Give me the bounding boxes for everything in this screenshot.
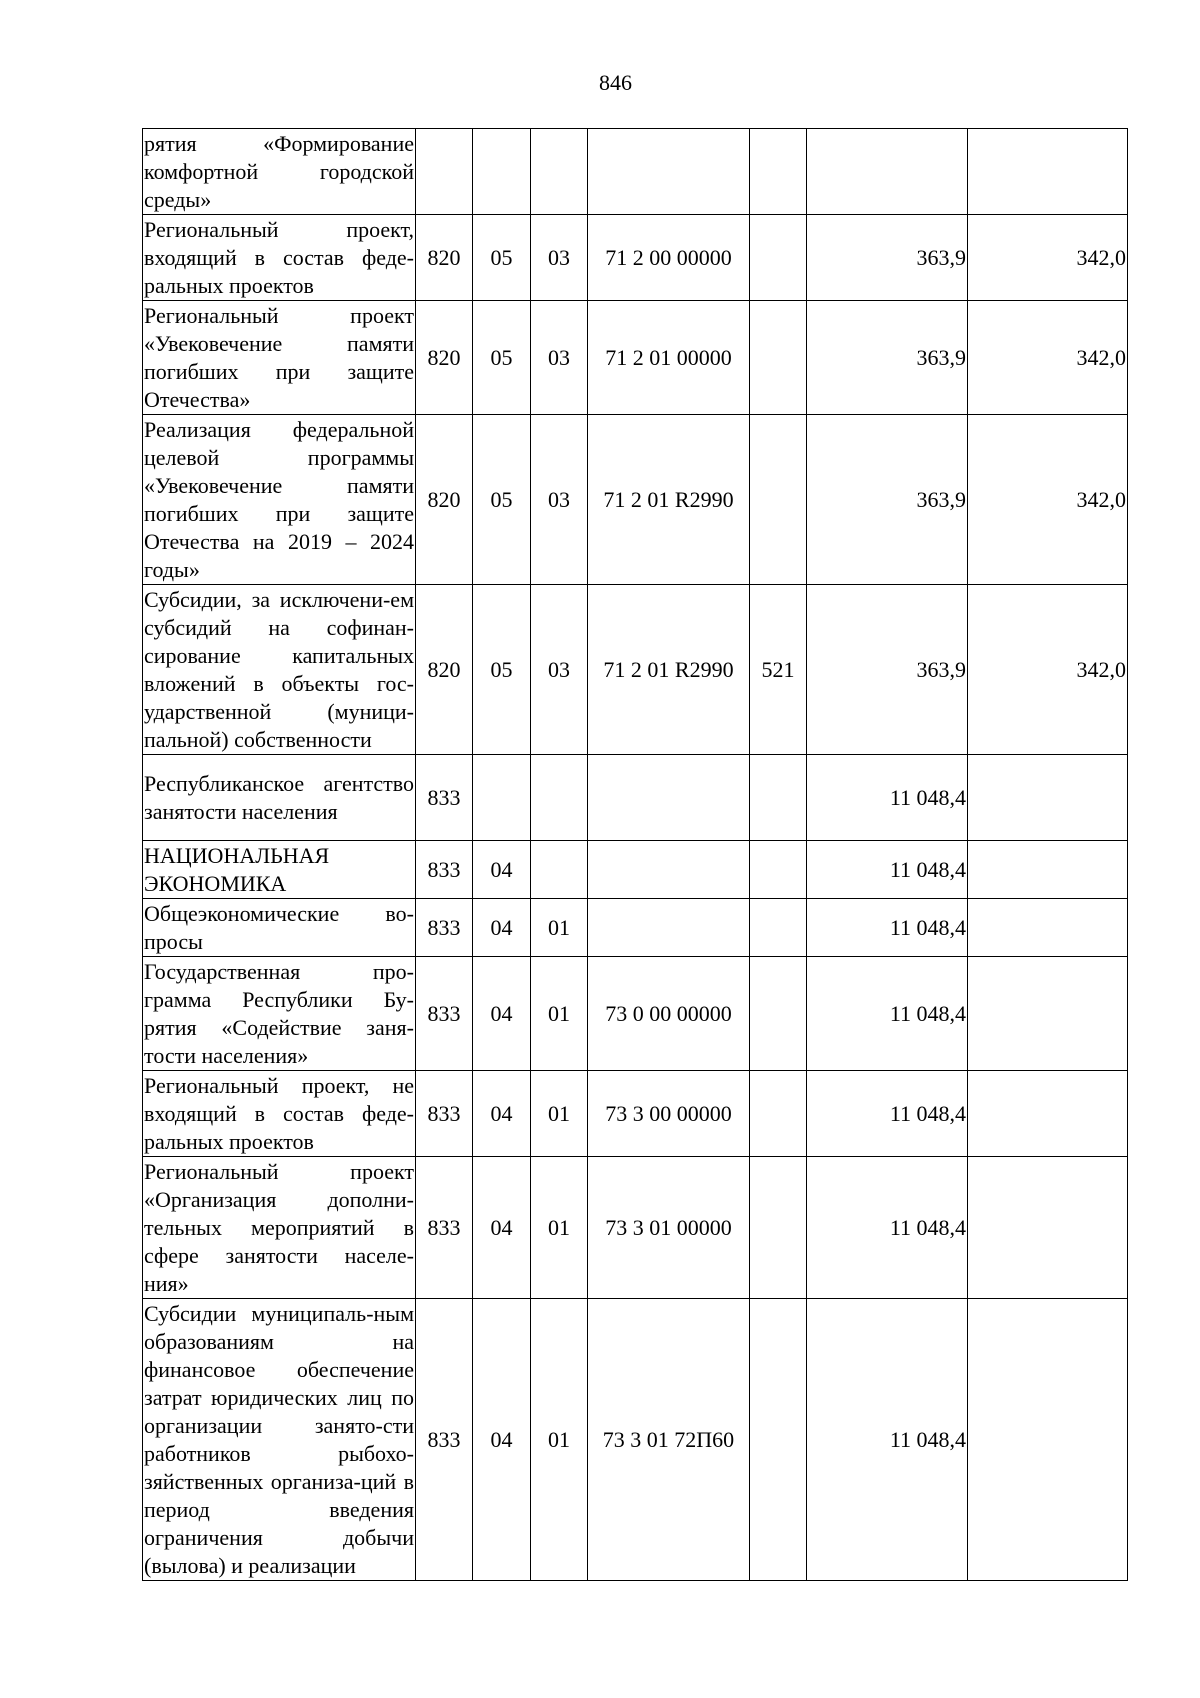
- expense-type-code: [750, 1157, 807, 1299]
- target-article-code: 73 0 00 00000: [588, 957, 750, 1071]
- table-row: [143, 1299, 1128, 1581]
- expense-type-code: [750, 415, 807, 585]
- target-article-code: [588, 755, 750, 841]
- subsection-code: 03: [531, 585, 588, 755]
- row-name: Региональный проект «Организация дополни-тельных мероприятий в сфере занятости населе-ния»: [143, 1157, 416, 1299]
- amount-1: 11 048,4: [807, 1157, 968, 1299]
- table-row: [143, 585, 1128, 755]
- subsection-code: 01: [531, 1157, 588, 1299]
- expense-type-code: [750, 215, 807, 301]
- table-row: [143, 129, 1128, 215]
- section-code: 04: [473, 1071, 531, 1157]
- expense-type-code: [750, 301, 807, 415]
- subsection-code: 01: [531, 957, 588, 1071]
- section-code: 04: [473, 899, 531, 957]
- amount-1: 11 048,4: [807, 899, 968, 957]
- amount-1: 363,9: [807, 215, 968, 301]
- row-name: НАЦИОНАЛЬНАЯ ЭКОНОМИКА: [143, 841, 416, 899]
- table-row: [143, 1157, 1128, 1299]
- expense-type-code: [750, 1071, 807, 1157]
- target-article-code: 73 3 01 72П60: [588, 1299, 750, 1581]
- ved-code: 833: [416, 1299, 473, 1581]
- amount-1: 11 048,4: [807, 841, 968, 899]
- amount-1: 363,9: [807, 585, 968, 755]
- amount-2: [968, 129, 1128, 215]
- amount-2: [968, 1299, 1128, 1581]
- table-row: [143, 899, 1128, 957]
- target-article-code: [588, 899, 750, 957]
- section-code: [473, 129, 531, 215]
- row-name: Региональный проект, входящий в состав феде-ральных проектов: [143, 215, 416, 301]
- amount-2: 342,0: [968, 585, 1128, 755]
- amount-1: [807, 129, 968, 215]
- section-code: 05: [473, 215, 531, 301]
- table-row: [143, 415, 1128, 585]
- ved-code: 833: [416, 957, 473, 1071]
- row-name: Региональный проект «Увековечение памяти погибших при защите Отечества»: [143, 301, 416, 415]
- section-code: 05: [473, 585, 531, 755]
- amount-2: 342,0: [968, 301, 1128, 415]
- section-code: 05: [473, 415, 531, 585]
- section-code: 04: [473, 1299, 531, 1581]
- target-article-code: 73 3 00 00000: [588, 1071, 750, 1157]
- expense-type-code: [750, 755, 807, 841]
- subsection-code: [531, 755, 588, 841]
- table-row: [143, 215, 1128, 301]
- ved-code: 833: [416, 1071, 473, 1157]
- page-number: 846: [599, 70, 632, 95]
- expense-type-code: [750, 1299, 807, 1581]
- row-name: Субсидии муниципаль-ным образованиям на финансовое обеспечение затрат юридических лиц по организации занято-сти работников рыбохо-зяйственных организа-ций в период введения ограничения добычи (вылова) и реализации: [143, 1299, 416, 1581]
- expense-type-code: 521: [750, 585, 807, 755]
- target-article-code: 71 2 01 R2990: [588, 585, 750, 755]
- row-name: Государственная про-грамма Республики Бу-рятия «Содействие заня-тости населения»: [143, 957, 416, 1071]
- table-row: [143, 841, 1128, 899]
- amount-2: [968, 755, 1128, 841]
- expense-type-code: [750, 129, 807, 215]
- subsection-code: 01: [531, 1071, 588, 1157]
- target-article-code: 71 2 01 R2990: [588, 415, 750, 585]
- amount-1: 11 048,4: [807, 1071, 968, 1157]
- section-code: 04: [473, 957, 531, 1071]
- table-row: [143, 1071, 1128, 1157]
- row-name: рятия «Формирование комфортной городской среды»: [143, 129, 416, 215]
- subsection-code: 01: [531, 899, 588, 957]
- table-row: [143, 301, 1128, 415]
- subsection-code: 03: [531, 215, 588, 301]
- ved-code: 820: [416, 301, 473, 415]
- ved-code: 833: [416, 755, 473, 841]
- expense-type-code: [750, 841, 807, 899]
- amount-1: 11 048,4: [807, 1299, 968, 1581]
- amount-2: [968, 1071, 1128, 1157]
- subsection-code: 03: [531, 415, 588, 585]
- ved-code: 820: [416, 215, 473, 301]
- ved-code: 833: [416, 1157, 473, 1299]
- ved-code: [416, 129, 473, 215]
- amount-1: 11 048,4: [807, 957, 968, 1071]
- section-code: [473, 755, 531, 841]
- section-code: 04: [473, 1157, 531, 1299]
- subsection-code: 01: [531, 1299, 588, 1581]
- target-article-code: 73 3 01 00000: [588, 1157, 750, 1299]
- target-article-code: 71 2 00 00000: [588, 215, 750, 301]
- ved-code: 820: [416, 415, 473, 585]
- ved-code: 833: [416, 841, 473, 899]
- subsection-code: 03: [531, 301, 588, 415]
- row-name: Субсидии, за исключени-ем субсидий на софинан-сирование капитальных вложений в объекты гос-ударственной (муници-пальной) собственности: [143, 585, 416, 755]
- target-article-code: 71 2 01 00000: [588, 301, 750, 415]
- target-article-code: [588, 129, 750, 215]
- table-row: [143, 957, 1128, 1071]
- expense-type-code: [750, 899, 807, 957]
- table-row: [143, 755, 1128, 841]
- amount-2: 342,0: [968, 215, 1128, 301]
- amount-1: 11 048,4: [807, 755, 968, 841]
- subsection-code: [531, 129, 588, 215]
- row-name: Общеэкономические во-просы: [143, 899, 416, 957]
- ved-code: 820: [416, 585, 473, 755]
- target-article-code: [588, 841, 750, 899]
- budget-table: [142, 128, 1128, 1581]
- section-code: 05: [473, 301, 531, 415]
- amount-2: [968, 1157, 1128, 1299]
- ved-code: 833: [416, 899, 473, 957]
- row-name: Реализация федеральной целевой программы «Увековечение памяти погибших при защите Отечества на 2019 – 2024 годы»: [143, 415, 416, 585]
- amount-2: [968, 957, 1128, 1071]
- section-code: 04: [473, 841, 531, 899]
- subsection-code: [531, 841, 588, 899]
- amount-2: 342,0: [968, 415, 1128, 585]
- row-name: Республиканское агентство занятости населения: [143, 755, 416, 841]
- amount-2: [968, 899, 1128, 957]
- amount-1: 363,9: [807, 301, 968, 415]
- amount-2: [968, 841, 1128, 899]
- row-name: Региональный проект, не входящий в состав феде-ральных проектов: [143, 1071, 416, 1157]
- amount-1: 363,9: [807, 415, 968, 585]
- expense-type-code: [750, 957, 807, 1071]
